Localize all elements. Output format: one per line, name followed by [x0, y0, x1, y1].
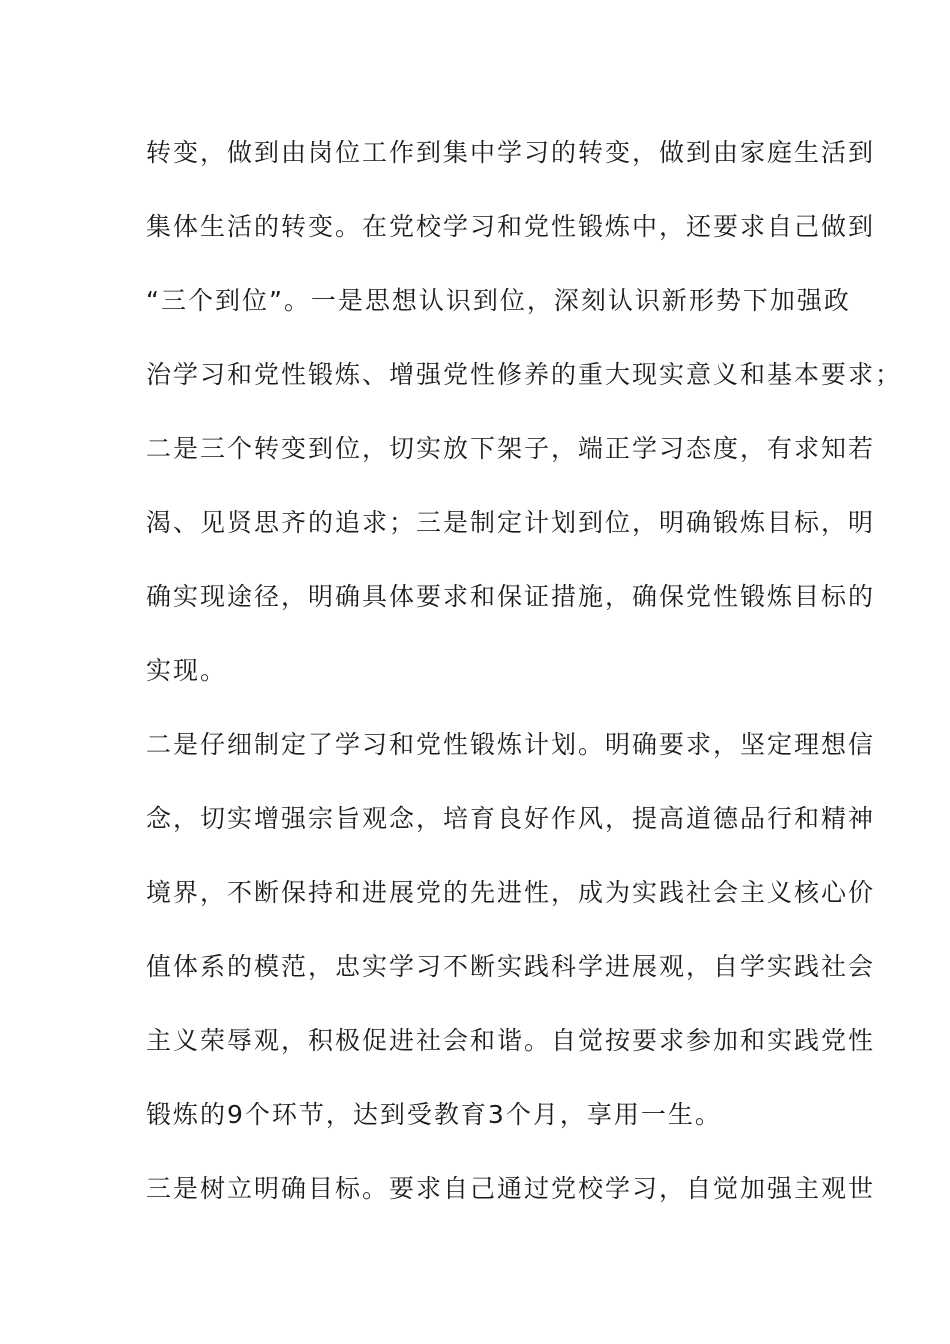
text-line: 境界，不断保持和进展党的先进性，成为实践社会主义核心价: [146, 878, 876, 907]
text-line: 三是树立明确目标。要求自己通过党校学习，自觉加强主观世: [146, 1174, 876, 1203]
body-text: [146, 128, 903, 1238]
text-line: 二是三个转变到位，切实放下架子，端正学习态度，有求知若: [146, 434, 876, 463]
text-line: 二是仔细制定了学习和党性锻炼计划。明确要求，坚定理想信: [146, 730, 876, 759]
text-line: 转变，做到由岗位工作到集中学习的转变，做到由家庭生活到: [146, 138, 876, 167]
text-line: 确实现途径，明确具体要求和保证措施，确保党性锻炼目标的: [146, 582, 876, 611]
text-line: 主义荣辱观，积极促进社会和谐。自觉按要求参加和实践党性: [146, 1026, 876, 1055]
text-line: 渴、见贤思齐的追求；三是制定计划到位，明确锻炼目标，明: [146, 508, 876, 537]
text-line: 值体系的模范，忠实学习不断实践科学进展观，自学实践社会: [146, 952, 876, 981]
text-line: 集体生活的转变。在党校学习和党性锻炼中，还要求自己做到: [146, 212, 876, 241]
text-line: “三个到位”。一是思想认识到位，深刻认识新形势下加强政: [146, 286, 851, 315]
text-line: 实现。: [146, 656, 228, 685]
text-line: 锻炼的9个环节，达到受教育3个月，享用一生。: [146, 1100, 722, 1129]
text-line: 念，切实增强宗旨观念，培育良好作风，提高道德品行和精神: [146, 804, 876, 833]
text-line: 治学习和党性锻炼、增强党性修养的重大现实意义和基本要求；: [146, 360, 903, 389]
